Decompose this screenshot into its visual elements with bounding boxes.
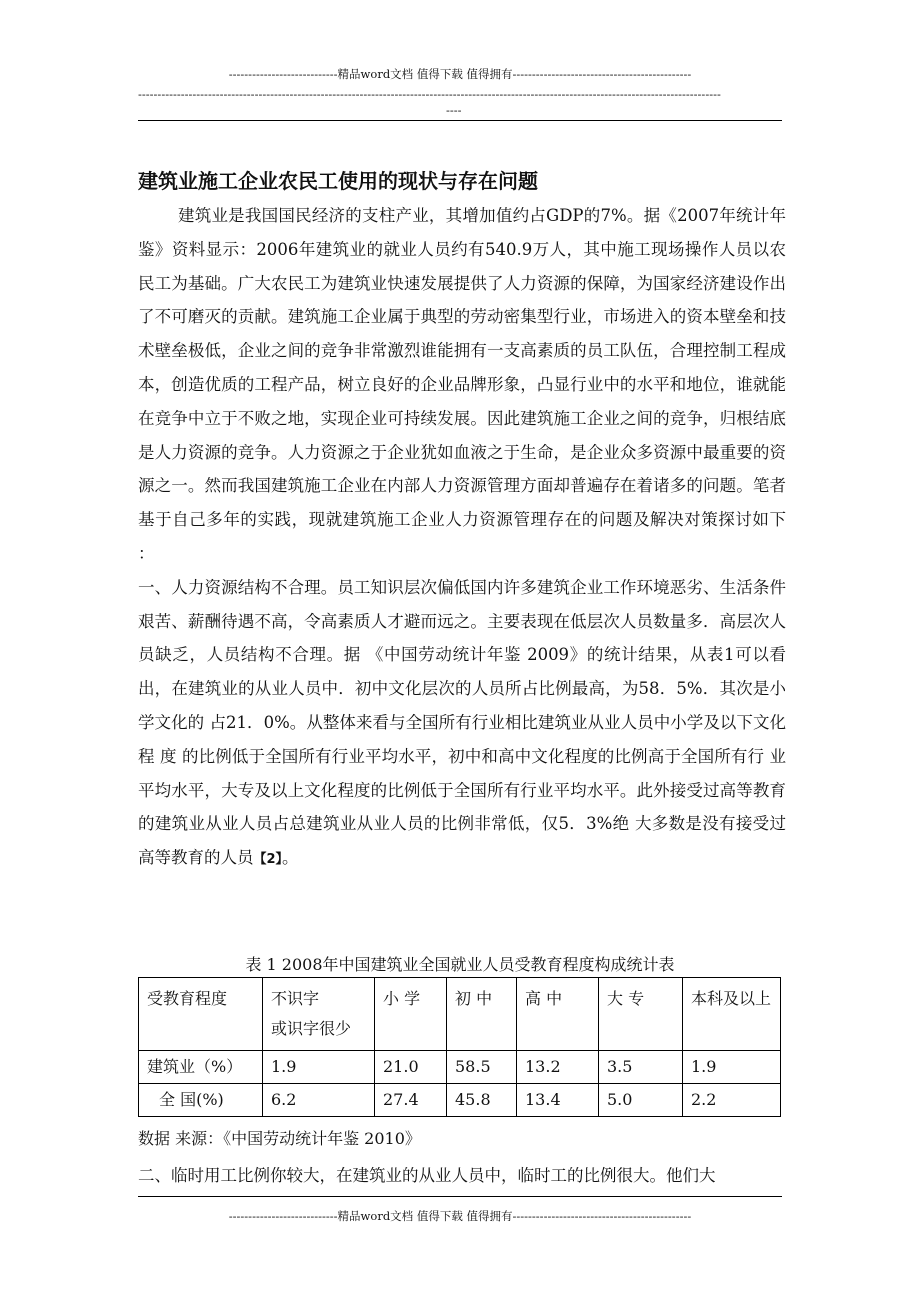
paragraph-end-punct: 。	[282, 848, 299, 868]
header-rule	[138, 120, 782, 121]
paragraph-intro: 建筑业是我国国民经济的支柱产业，其增加值约占GDP的7%。据《2007年统计年鉴》资料显示：2006年建筑业的就业人员约有540.9万人，其中施工现场操作人员以农民工为基础。广大农民工为建筑业快速发展提供了人力资源的保障，为国家经济建设作出了不可磨灭的贡献。建筑施工企业属于典型的劳动密集型行业，市场进入的资本壁垒和技术壁垒极低，企业之间的竞争非常激烈谁能拥有一支高素质的员工队伍，合理控制工程成本，创造优质的工程产品，树立良好的企业品牌形象，凸显行业中的水平和地位，谁就能在竞争中立于不败之地，实现企业可持续发展。因此建筑施工企业之间的竞争，归根结底是人力资源的竞争。人力资源之于企业犹如血液之于生命，是企业众多资源中最重要的资源之一。然而我国建筑施工企业在内部人力资源管理方面却普遍存在着诸多的问题。笔者基于自己多年的实践，现就建筑施工企业人力资源管理存在的问题及解决对策探讨如下 ：	[138, 206, 786, 563]
citation-ref: 【2】	[253, 852, 283, 868]
header-banner: ----------------------------精品word文档 值得下载 值得拥有----------------------------------------------	[228, 67, 692, 81]
table-header-cell: 本科及以上	[683, 978, 781, 1051]
header-dash-line: ------------------------------------------------------------------------------------------------------------------------------------------------------	[138, 87, 721, 101]
footer-rule	[138, 1196, 782, 1197]
table-header-cell: 初 中	[447, 978, 517, 1051]
table-header-row	[139, 978, 781, 1051]
header-dash-tail: ----	[446, 103, 462, 117]
table-cell: 6.2	[263, 1084, 375, 1117]
table-cell: 1.9	[263, 1051, 375, 1084]
table-cell: 27.4	[375, 1084, 447, 1117]
table-cell: 21.0	[375, 1051, 447, 1084]
table-header-cell: 受教育程度	[139, 978, 263, 1051]
table-row	[139, 1084, 781, 1117]
table-cell: 13.4	[517, 1084, 599, 1117]
data-source-note: 数据 来源：《中国劳动统计年鉴 2010》	[138, 1129, 421, 1148]
table-cell: 3.5	[599, 1051, 683, 1084]
table-caption: 表 1 2008年中国建筑业全国就业人员受教育程度构成统计表	[245, 955, 675, 974]
paragraph-section-one-text: 一、人力资源结构不合理。员工知识层次偏低国内许多建筑企业工作环境恶劣、生活条件艰苦、薪酬待遇不高，令高素质人才避而远之。主要表现在低层次人员数量多．高层次人员缺乏，人员结构不合理。据 《中国劳动统计年鉴 2009》的统计结果，从表1可以看出，在建筑业的从业人员中．初中文化层次的人员所占比例最高，为58．5%．其次是小学文化的 占21．0%。从整体来看与全国所有行业相比建筑业从业人员中小学及以下文化程 度 的比例低于全国所有行业平均水平，初中和高中文化程度的比例高于全国所有行 业平均水平，大专及以上文化程度的比例低于全国所有行业平均水平。此外接受过高等教育的建筑业从业人员占总建筑业从业人员的比例非常低，仅5．3%绝 大多数是没有接受过高等教育的人员	[138, 577, 786, 868]
table-cell: 58.5	[447, 1051, 517, 1084]
table-cell: 建筑业（%）	[139, 1051, 263, 1084]
table-cell: 13.2	[517, 1051, 599, 1084]
paragraph-section-two: 二、临时用工比例你较大，在建筑业的从业人员中，临时工的比例很大。他们大	[138, 1166, 716, 1185]
paragraph-section-one	[138, 571, 786, 877]
table-header-cell: 小 学	[375, 978, 447, 1051]
table-cell: 1.9	[683, 1051, 781, 1084]
article-body	[138, 199, 786, 877]
document-title: 建筑业施工企业农民工使用的现状与存在问题	[138, 169, 538, 193]
table-cell: 45.8	[447, 1084, 517, 1117]
table-header-cell: 不识字 或识字很少	[263, 978, 375, 1051]
education-table	[138, 977, 781, 1117]
table-row	[139, 1051, 781, 1084]
table-cell: 2.2	[683, 1084, 781, 1117]
table-cell: 5.0	[599, 1084, 683, 1117]
footer-banner: ----------------------------精品word文档 值得下载 值得拥有----------------------------------------------	[228, 1209, 692, 1223]
table-cell: 全 国(%)	[139, 1084, 263, 1117]
table-header-cell: 大 专	[599, 978, 683, 1051]
table-header-cell: 高 中	[517, 978, 599, 1051]
